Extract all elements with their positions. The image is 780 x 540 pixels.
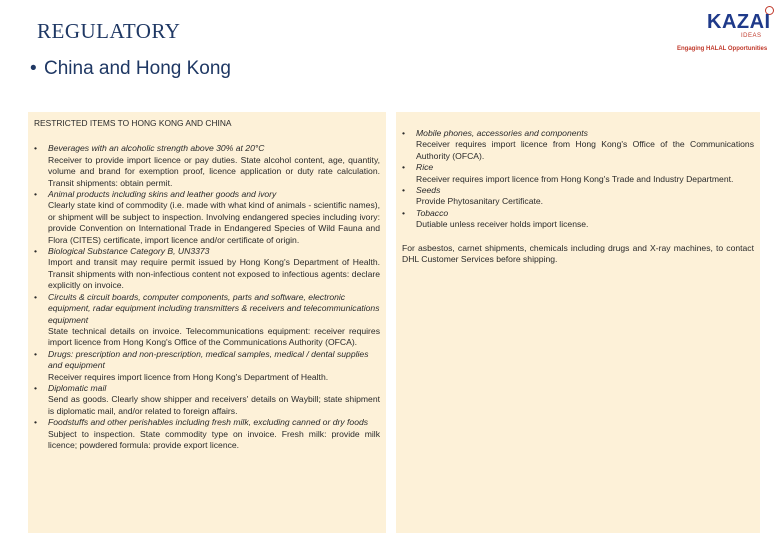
contact-note: For asbestos, carnet shipments, chemicals including drugs and X-ray machines, to contact DHL Customer Services before shipping.	[402, 242, 754, 265]
bullet: •	[402, 185, 406, 196]
logo-word: KAZAI	[707, 11, 771, 33]
item-description: Clearly state kind of commodity (i.e. made with what kind of animals - scientific names), or shipment will be subject to inspection. Involving endangered species including ivory: provide Convention on International Trade in Endangered Species of Wild Fauna and Flora (CITES) certificate, import licence and/or certificate of origin.	[48, 200, 380, 245]
subtitle-text: China and Hong Kong	[44, 58, 231, 79]
item-description: Receiver requires import licence from Hong Kong's Trade and Industry Department.	[416, 173, 734, 184]
page-subtitle	[30, 58, 231, 80]
item-description: Receiver requires import licence from Hong Kong's Office of the Communications Authority (OFCA).	[416, 139, 754, 161]
item-name: Biological Substance Category B, UN3373	[48, 246, 210, 257]
item-description: Receiver to provide import licence or pay duties. State alcohol content, age, quantity, volume and brand for exemption proof, licence application or duty rate calculation. Transit shipments: obtain permit.	[48, 154, 380, 188]
list-item	[402, 128, 754, 162]
list-item	[34, 246, 380, 292]
item-name: Animal products including skins and leather goods and ivory	[48, 189, 277, 200]
bullet: •	[402, 162, 406, 173]
right-panel	[396, 112, 760, 533]
list-item	[402, 162, 754, 185]
kazai-logo	[677, 6, 780, 54]
list-item	[34, 383, 380, 417]
logo-tagline: Engaging HALAL Opportunities	[677, 46, 768, 52]
right-content	[402, 128, 754, 265]
list-item	[402, 208, 754, 231]
item-name: Rice	[416, 162, 434, 173]
left-content	[34, 118, 380, 451]
page-title: REGULATORY	[37, 19, 181, 43]
bullet: •	[34, 143, 38, 154]
item-description: Send as goods. Clearly show shipper and receivers' details on Waybill; state shipment is diplomatic mail, and/or related to foreign affairs.	[48, 394, 380, 416]
restricted-items-list	[34, 143, 380, 451]
list-item	[34, 143, 380, 189]
item-name: Beverages with an alcoholic strength above 30% at 20°C	[48, 143, 265, 154]
item-name: Tobacco	[416, 207, 449, 218]
list-item	[34, 417, 380, 451]
bullet: •	[34, 382, 38, 393]
bullet: •	[34, 291, 38, 302]
bullet: •	[34, 189, 38, 200]
item-name: Mobile phones, accessories and components	[416, 128, 588, 138]
subtitle-bullet: •	[30, 58, 37, 79]
logo-sub: IDEAS	[741, 33, 762, 39]
restricted-items-list	[402, 128, 754, 231]
bullet: •	[34, 348, 38, 359]
left-panel	[28, 112, 386, 533]
item-description: Import and transit may require permit issued by Hong Kong's Department of Health. Transit shipments with non-infectious content not exposed to infectious agents: declare explicitly on invoice.	[48, 257, 380, 291]
list-item	[402, 185, 754, 208]
item-name: Diplomatic mail	[48, 382, 107, 393]
item-description: Subject to inspection. State commodity type on invoice. Fresh milk: provide milk licence; powdered formula: provide export licence.	[48, 428, 380, 450]
item-description: Receiver requires import licence from Hong Kong's Department of Health.	[48, 371, 329, 382]
list-item	[34, 189, 380, 246]
item-description: Dutiable unless receiver holds import license.	[416, 219, 589, 230]
bullet: •	[402, 207, 406, 218]
list-item	[34, 349, 380, 383]
section-heading: RESTRICTED ITEMS TO HONG KONG AND CHINA	[34, 118, 232, 128]
item-name: Circuits & circuit boards, computer components, parts and software, electronic equipment, radar equipment including transmitters & receivers and telecommunications equipment	[48, 291, 380, 325]
bullet: •	[34, 246, 38, 257]
list-item	[34, 292, 380, 349]
item-name: Seeds	[416, 185, 441, 196]
bullet: •	[402, 128, 406, 138]
item-description: State technical details on invoice. Telecommunications equipment: receiver requires import licence from Hong Kong's Office of the Communications Authority (OFCA).	[48, 325, 380, 348]
item-name: Drugs: prescription and non-prescription, medical samples, medical / dental supplies and equipment	[48, 348, 369, 371]
bullet: •	[34, 417, 38, 428]
item-name: Foodstuffs and other perishables including fresh milk, excluding canned or dry foods	[48, 417, 369, 428]
item-description: Provide Phytosanitary Certificate.	[416, 196, 544, 207]
